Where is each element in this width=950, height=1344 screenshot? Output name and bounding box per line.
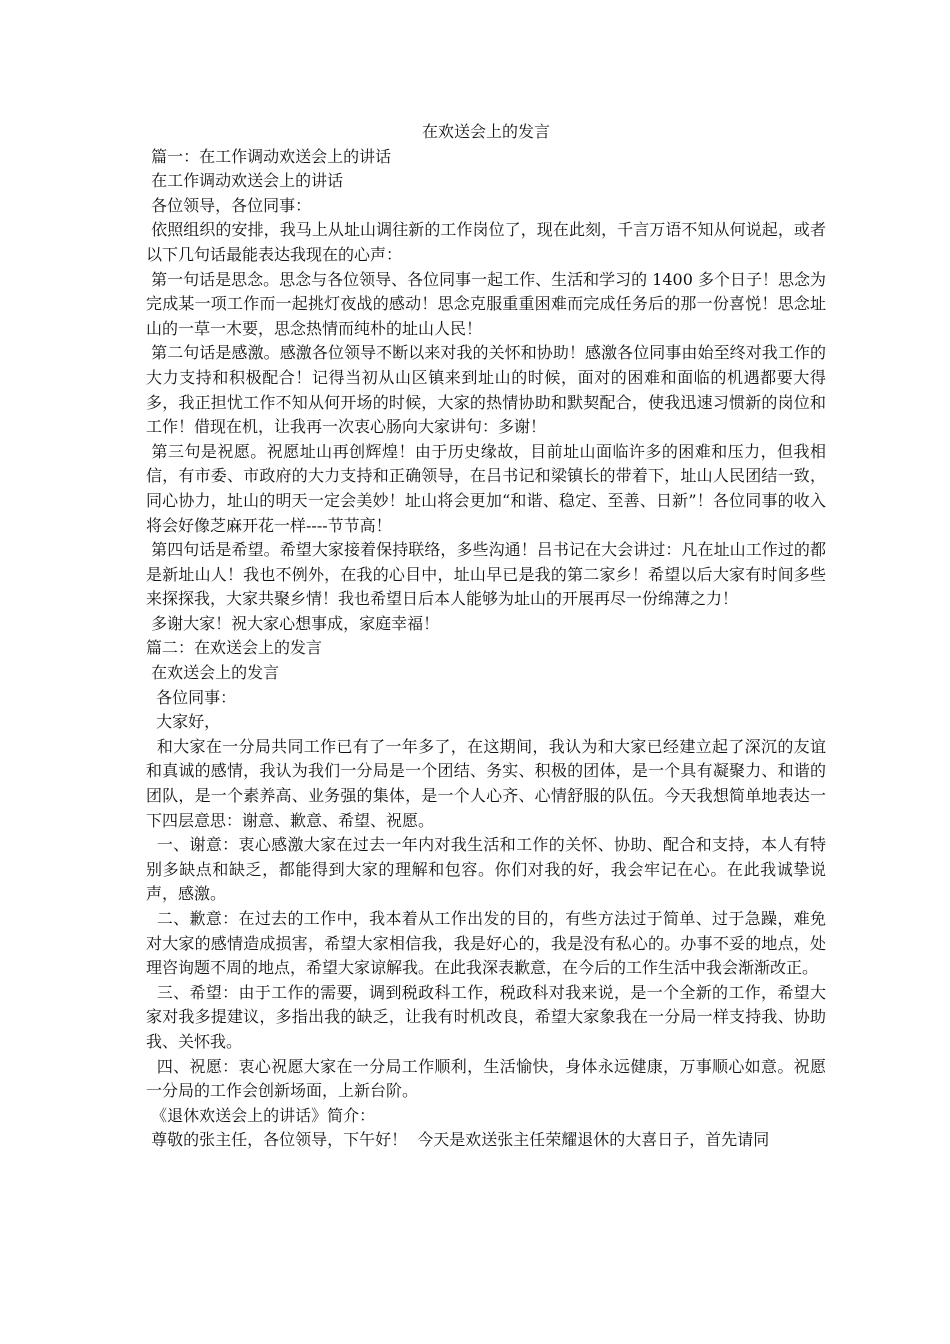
- paragraph: 《退休欢送会上的讲话》简介：: [146, 1105, 376, 1125]
- paragraph: 二、歉意：在过去的工作中，我本着从工作出发的目的，有些方法过于简单、过于急躁，难免对大家的感情造成损害，希望大家相信我，我是好心的，我是没有私心的。办事不妥的地点，处理咨询题不周的地点，希望大家谅解我。在此我深表歉意，在今后的工作生活中我会渐渐改正。: [146, 909, 826, 978]
- paragraph: 多谢大家！祝大家心想事成，家庭幸福！: [146, 613, 440, 633]
- paragraph: 第一句话是思念。思念与各位领导、各位同事一起工作、生活和学习的 1400 多个日子！思念为完成某一项工作而一起挑灯夜战的感动！思念克服重重困难而完成任务后的那一份喜悦！思念址山的一草一木要，思念热情而纯朴的址山人民！: [146, 269, 826, 338]
- paragraph: 在欢送会上的发言: [146, 663, 280, 683]
- paragraph: 一、谢意：衷心感激大家在过去一年内对我生活和工作的关怀、协助、配合和支持，本人有特别多缺点和缺乏，都能得到大家的理解和包容。你们对我的好，我会牢记在心。在此我诚挚说声，感激。: [146, 835, 826, 904]
- paragraph: 各位同事：: [146, 687, 237, 707]
- paragraph: 大家好，: [146, 712, 221, 732]
- paragraph: 篇一：在工作调动欢送会上的讲话: [146, 146, 392, 166]
- paragraph: 第四句话是希望。希望大家接着保持联络，多些沟通！吕书记在大会讲过：凡在址山工作过的都是新址山人！我也不例外，在我的心目中，址山早已是我的第二家乡！希望以后大家有时间多些来探探我，大家共聚乡情！我也希望日后本人能够为址山的开展再尽一份绵薄之力！: [146, 540, 826, 609]
- paragraph: 三、希望：由于工作的需要，调到税政科工作，税政科对我来说，是一个全新的工作，希望大家对我多提建议，多指出我的缺乏，让我有时机改良，希望大家象我在一分局一样支持我、协助我、关怀我。: [146, 982, 826, 1051]
- document-title: 在欢送会上的发言: [421, 122, 550, 141]
- document-page: [146, 120, 826, 1153]
- paragraph: 第二句话是感激。感激各位领导不断以来对我的关怀和协助！感激各位同事由始至终对我工作的大力支持和积极配合！记得当初从山区镇来到址山的时候，面对的困难和面临的机遇都要大得多，我正担忧工作不知从何开场的时候，大家的热情协助和默契配合，使我迅速习惯新的岗位和工作！借现在机，让我再一次衷心肠向大家讲句：多谢！: [146, 343, 826, 437]
- paragraph: 篇二：在欢送会上的发言: [146, 638, 323, 658]
- paragraph: 尊敬的张主任，各位领导，下午好！ 今天是欢送张主任荣耀退休的大喜日子，首先请同: [146, 1130, 770, 1150]
- paragraph: 在工作调动欢送会上的讲话: [146, 171, 344, 191]
- paragraph: 各位领导，各位同事：: [146, 195, 312, 215]
- paragraph: 依照组织的安排，我马上从址山调往新的工作岗位了，现在此刻，千言万语不知从何说起，或者以下几句话最能表达我现在的心声：: [146, 220, 826, 264]
- paragraph: 四、祝愿：衷心祝愿大家在一分局工作顺利，生活愉快，身体永远健康，万事顺心如意。祝愿一分局的工作会创新场面，上新台阶。: [146, 1056, 826, 1101]
- paragraph: 和大家在一分局共同工作已有了一年多了，在这期间，我认为和大家已经建立起了深沉的友谊和真诚的感情，我认为我们一分局是一个团结、务实、积极的团体，是一个具有凝聚力、和谐的团队，是一个素养高、业务强的集体，是一个人心齐、心情舒服的队伍。今天我想简单地表达一下四层意思：谢意、歉意、希望、祝愿。: [146, 736, 826, 830]
- paragraph: 第三句是祝愿。祝愿址山再创辉煌！由于历史缘故，目前址山面临许多的困难和压力，但我相信，有市委、市政府的大力支持和正确领导，在吕书记和梁镇长的带着下，址山人民团结一致，同心协力，址山的明天一定会美妙！址山将会更加“和谐、稳定、至善、日新”！各位同事的收入将会好像芝麻开花一样----节节高！: [146, 441, 826, 535]
